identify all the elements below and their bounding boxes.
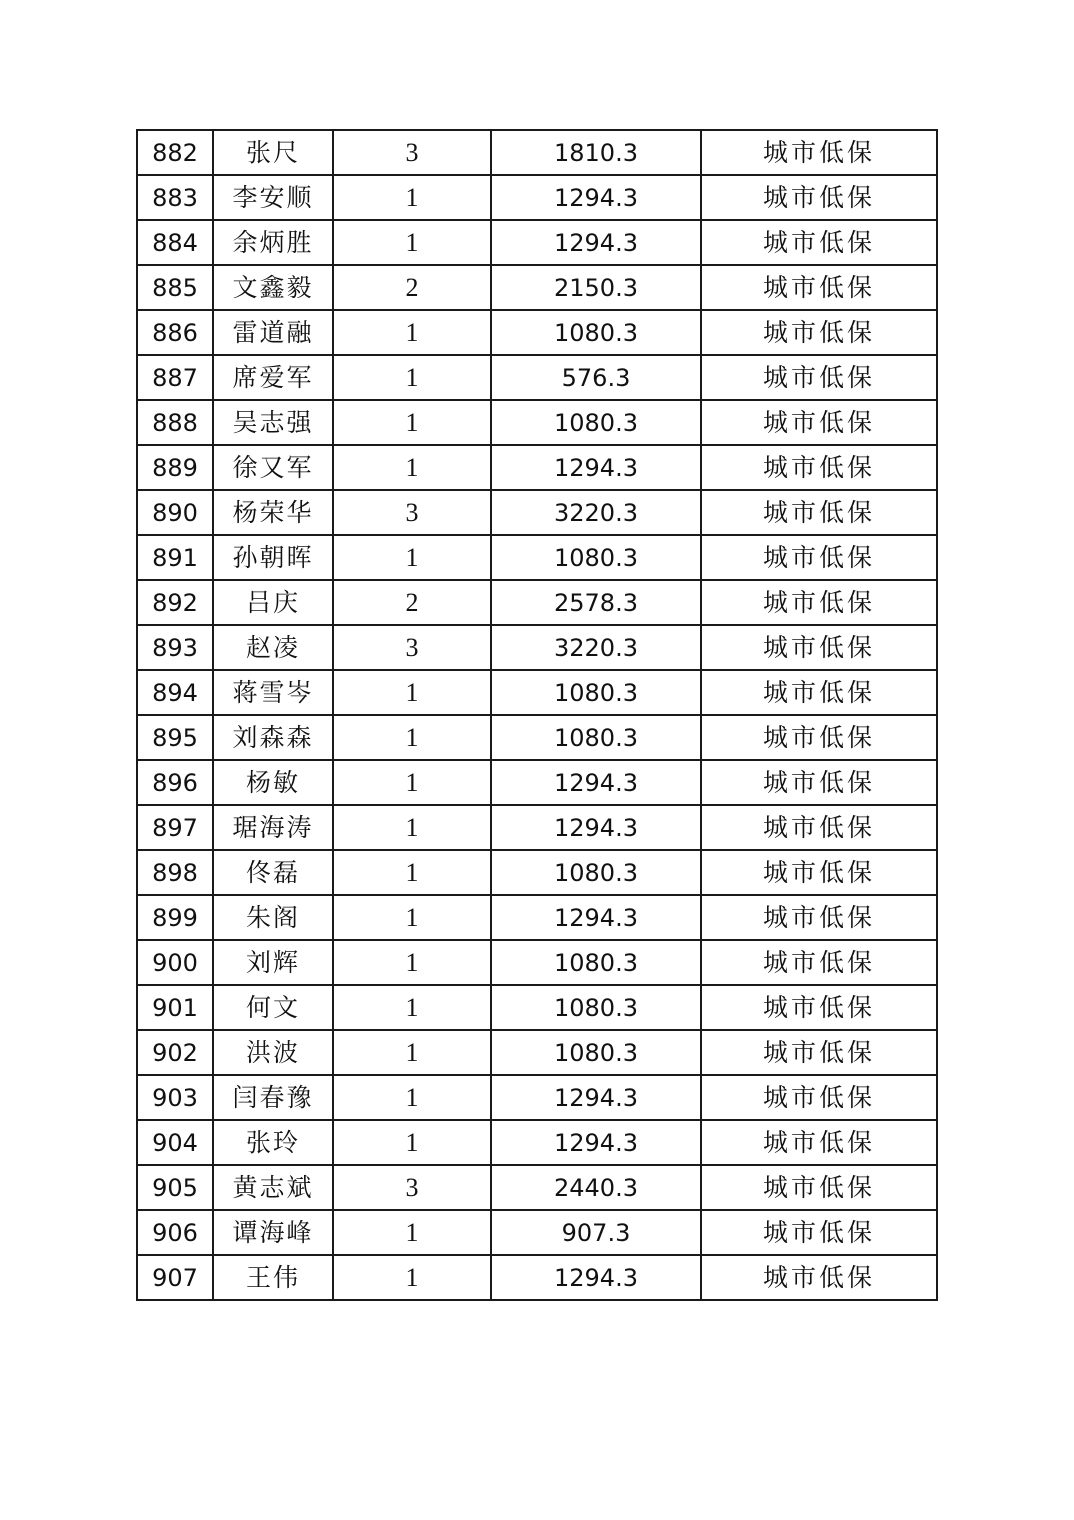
serial-number-cell: 906 [137, 1210, 213, 1255]
serial-number-cell: 905 [137, 1165, 213, 1210]
assistance-type-cell: 城市低保 [701, 535, 937, 580]
household-size-cell: 3 [333, 1165, 491, 1210]
amount-cell: 1080.3 [491, 850, 701, 895]
household-size-cell: 3 [333, 625, 491, 670]
person-name-cell: 杨敏 [213, 760, 333, 805]
household-size-cell: 2 [333, 265, 491, 310]
table-row [137, 625, 937, 670]
serial-number-cell: 891 [137, 535, 213, 580]
household-size-cell: 1 [333, 400, 491, 445]
assistance-type-cell: 城市低保 [701, 580, 937, 625]
amount-cell: 1080.3 [491, 400, 701, 445]
table-row [137, 490, 937, 535]
household-size-cell: 1 [333, 715, 491, 760]
person-name-cell: 闫春豫 [213, 1075, 333, 1120]
household-size-cell: 1 [333, 1030, 491, 1075]
amount-cell: 1294.3 [491, 760, 701, 805]
table-row [137, 1030, 937, 1075]
person-name-cell: 杨荣华 [213, 490, 333, 535]
assistance-type-cell: 城市低保 [701, 1255, 937, 1300]
amount-cell: 1810.3 [491, 130, 701, 175]
amount-cell: 1294.3 [491, 175, 701, 220]
household-size-cell: 1 [333, 220, 491, 265]
assistance-type-cell: 城市低保 [701, 940, 937, 985]
serial-number-cell: 903 [137, 1075, 213, 1120]
assistance-type-cell: 城市低保 [701, 355, 937, 400]
assistance-type-cell: 城市低保 [701, 625, 937, 670]
table-row [137, 1120, 937, 1165]
household-size-cell: 2 [333, 580, 491, 625]
table-row [137, 580, 937, 625]
amount-cell: 1294.3 [491, 1075, 701, 1120]
serial-number-cell: 887 [137, 355, 213, 400]
person-name-cell: 黄志斌 [213, 1165, 333, 1210]
assistance-type-cell: 城市低保 [701, 1075, 937, 1120]
amount-cell: 1080.3 [491, 1030, 701, 1075]
household-size-cell: 3 [333, 130, 491, 175]
person-name-cell: 佟磊 [213, 850, 333, 895]
serial-number-cell: 883 [137, 175, 213, 220]
household-size-cell: 1 [333, 985, 491, 1030]
table-row [137, 400, 937, 445]
person-name-cell: 琚海涛 [213, 805, 333, 850]
assistance-type-cell: 城市低保 [701, 1210, 937, 1255]
assistance-type-cell: 城市低保 [701, 445, 937, 490]
household-size-cell: 1 [333, 940, 491, 985]
serial-number-cell: 898 [137, 850, 213, 895]
household-size-cell: 1 [333, 895, 491, 940]
table-row [137, 985, 937, 1030]
assistance-type-cell: 城市低保 [701, 985, 937, 1030]
assistance-type-cell: 城市低保 [701, 1120, 937, 1165]
person-name-cell: 王伟 [213, 1255, 333, 1300]
table-row [137, 265, 937, 310]
serial-number-cell: 882 [137, 130, 213, 175]
household-size-cell: 1 [333, 445, 491, 490]
household-size-cell: 1 [333, 1120, 491, 1165]
table-row [137, 760, 937, 805]
table-row [137, 805, 937, 850]
table-row [137, 445, 937, 490]
table-row [137, 535, 937, 580]
serial-number-cell: 888 [137, 400, 213, 445]
amount-cell: 1080.3 [491, 715, 701, 760]
person-name-cell: 吴志强 [213, 400, 333, 445]
household-size-cell: 1 [333, 535, 491, 580]
household-size-cell: 1 [333, 310, 491, 355]
household-size-cell: 1 [333, 1210, 491, 1255]
serial-number-cell: 894 [137, 670, 213, 715]
assistance-type-cell: 城市低保 [701, 310, 937, 355]
table-row [137, 310, 937, 355]
serial-number-cell: 896 [137, 760, 213, 805]
table-row [137, 1210, 937, 1255]
person-name-cell: 孙朝晖 [213, 535, 333, 580]
person-name-cell: 徐又军 [213, 445, 333, 490]
amount-cell: 1294.3 [491, 445, 701, 490]
assistance-type-cell: 城市低保 [701, 1030, 937, 1075]
serial-number-cell: 900 [137, 940, 213, 985]
amount-cell: 1294.3 [491, 895, 701, 940]
assistance-type-cell: 城市低保 [701, 805, 937, 850]
person-name-cell: 朱阁 [213, 895, 333, 940]
person-name-cell: 赵凌 [213, 625, 333, 670]
assistance-type-cell: 城市低保 [701, 265, 937, 310]
household-size-cell: 1 [333, 760, 491, 805]
assistance-type-cell: 城市低保 [701, 895, 937, 940]
table-row [137, 355, 937, 400]
amount-cell: 1294.3 [491, 805, 701, 850]
amount-cell: 3220.3 [491, 625, 701, 670]
person-name-cell: 席爱军 [213, 355, 333, 400]
serial-number-cell: 892 [137, 580, 213, 625]
person-name-cell: 雷道融 [213, 310, 333, 355]
household-size-cell: 1 [333, 850, 491, 895]
amount-cell: 576.3 [491, 355, 701, 400]
assistance-type-cell: 城市低保 [701, 670, 937, 715]
amount-cell: 2150.3 [491, 265, 701, 310]
household-size-cell: 1 [333, 1255, 491, 1300]
assistance-type-cell: 城市低保 [701, 400, 937, 445]
person-name-cell: 张玲 [213, 1120, 333, 1165]
assistance-type-cell: 城市低保 [701, 220, 937, 265]
assistance-type-cell: 城市低保 [701, 490, 937, 535]
serial-number-cell: 889 [137, 445, 213, 490]
table-row [137, 670, 937, 715]
person-name-cell: 谭海峰 [213, 1210, 333, 1255]
person-name-cell: 文鑫毅 [213, 265, 333, 310]
table-row [137, 175, 937, 220]
household-size-cell: 3 [333, 490, 491, 535]
person-name-cell: 洪波 [213, 1030, 333, 1075]
assistance-type-cell: 城市低保 [701, 1165, 937, 1210]
serial-number-cell: 897 [137, 805, 213, 850]
assistance-type-cell: 城市低保 [701, 850, 937, 895]
person-name-cell: 余炳胜 [213, 220, 333, 265]
person-name-cell: 刘辉 [213, 940, 333, 985]
table-row [137, 850, 937, 895]
amount-cell: 2440.3 [491, 1165, 701, 1210]
amount-cell: 1080.3 [491, 940, 701, 985]
serial-number-cell: 907 [137, 1255, 213, 1300]
assistance-type-cell: 城市低保 [701, 175, 937, 220]
amount-cell: 1294.3 [491, 220, 701, 265]
amount-cell: 1080.3 [491, 310, 701, 355]
person-name-cell: 李安顺 [213, 175, 333, 220]
household-size-cell: 1 [333, 355, 491, 400]
household-size-cell: 1 [333, 1075, 491, 1120]
table-row [137, 1075, 937, 1120]
serial-number-cell: 893 [137, 625, 213, 670]
person-name-cell: 蒋雪岑 [213, 670, 333, 715]
amount-cell: 1080.3 [491, 985, 701, 1030]
amount-cell: 2578.3 [491, 580, 701, 625]
person-name-cell: 何文 [213, 985, 333, 1030]
assistance-type-cell: 城市低保 [701, 715, 937, 760]
serial-number-cell: 904 [137, 1120, 213, 1165]
household-size-cell: 1 [333, 670, 491, 715]
person-name-cell: 刘森森 [213, 715, 333, 760]
amount-cell: 1080.3 [491, 670, 701, 715]
serial-number-cell: 885 [137, 265, 213, 310]
serial-number-cell: 901 [137, 985, 213, 1030]
table-row [137, 1165, 937, 1210]
household-size-cell: 1 [333, 805, 491, 850]
household-size-cell: 1 [333, 175, 491, 220]
person-name-cell: 吕庆 [213, 580, 333, 625]
table-row [137, 130, 937, 175]
roster-table [136, 129, 938, 1301]
serial-number-cell: 902 [137, 1030, 213, 1075]
amount-cell: 1294.3 [491, 1255, 701, 1300]
serial-number-cell: 890 [137, 490, 213, 535]
serial-number-cell: 895 [137, 715, 213, 760]
table-row [137, 220, 937, 265]
person-name-cell: 张尺 [213, 130, 333, 175]
roster-table-body [137, 130, 937, 1300]
serial-number-cell: 899 [137, 895, 213, 940]
table-row [137, 940, 937, 985]
amount-cell: 3220.3 [491, 490, 701, 535]
table-row [137, 1255, 937, 1300]
serial-number-cell: 886 [137, 310, 213, 355]
amount-cell: 1080.3 [491, 535, 701, 580]
amount-cell: 1294.3 [491, 1120, 701, 1165]
assistance-type-cell: 城市低保 [701, 760, 937, 805]
assistance-type-cell: 城市低保 [701, 130, 937, 175]
amount-cell: 907.3 [491, 1210, 701, 1255]
serial-number-cell: 884 [137, 220, 213, 265]
table-row [137, 715, 937, 760]
table-row [137, 895, 937, 940]
